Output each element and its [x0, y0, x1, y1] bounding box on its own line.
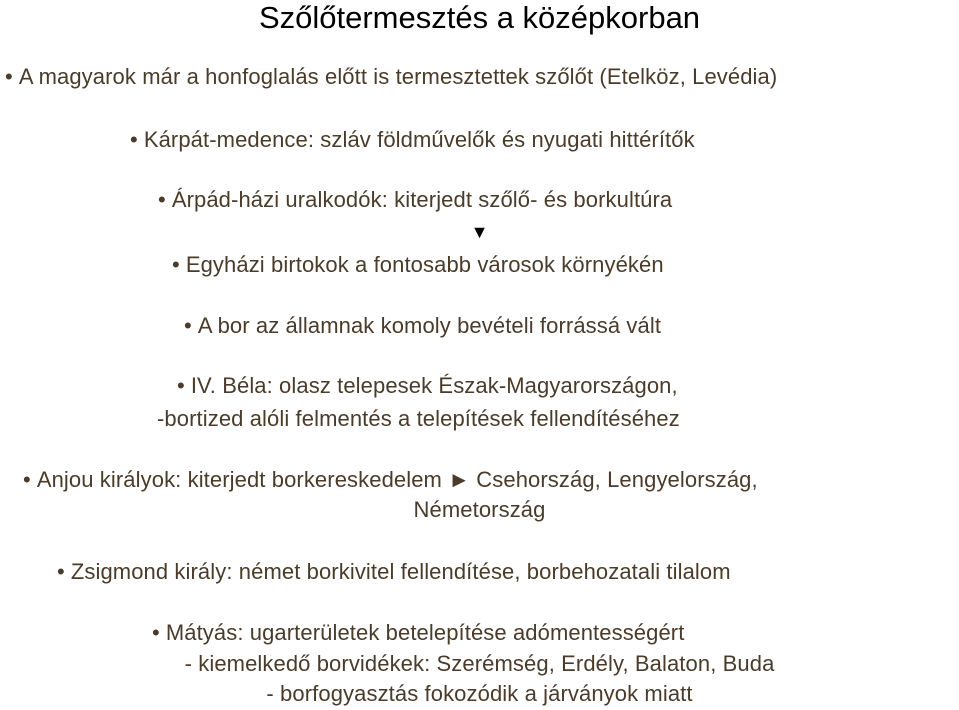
bullet-text: Mátyás: ugarterületek betelepítése adómentességért — [165, 620, 685, 645]
bullet-item-arpad-hazi — [158, 189, 672, 211]
bullet-text: Kárpát-medence: szláv földművelők és nyugati hittérítők — [143, 127, 695, 152]
bullet-icon: • — [5, 64, 13, 89]
bullet-icon: • — [172, 252, 180, 277]
bullet-item-karpat-medence — [130, 129, 695, 151]
bullet-item-iv-bela — [177, 375, 678, 397]
bullet-icon: • — [57, 559, 65, 584]
page-title: Szőlőtermesztés a középkorban — [258, 0, 701, 35]
bullet-text: Zsigmond király: német borkivitel fellendítése, borbehozatali tilalom — [70, 559, 731, 584]
bullet-item-matyas — [152, 622, 684, 644]
sub-line-nemetorszag: Németország — [413, 497, 546, 522]
bullet-icon: • — [152, 620, 160, 645]
bullet-text: Árpád-házi uralkodók: kiterjedt szőlő- és borkultúra — [171, 187, 673, 212]
sub-line-bortized: -bortized alóli felmentés a telepítések fellendítéséhez — [157, 406, 680, 431]
bullet-item-anjou — [23, 469, 758, 491]
bullet-icon: • — [158, 187, 166, 212]
bullet-icon: • — [177, 373, 185, 398]
bullet-text: A magyarok már a honfoglalás előtt is termesztettek szőlőt (Etelköz, Levédia) — [18, 64, 778, 89]
bullet-item-zsigmond — [57, 561, 731, 583]
bullet-item-bor-bevetel — [184, 315, 661, 337]
down-arrow-icon: ▼ — [470, 222, 489, 242]
bullet-text: A bor az államnak komoly bevételi forrássá vált — [197, 313, 662, 338]
bullet-icon: • — [184, 313, 192, 338]
sub-line-borfogyasztas: - borfogyasztás fokozódik a járványok miatt — [266, 681, 693, 706]
bullet-text: Egyházi birtokok a fontosabb városok környékén — [185, 252, 664, 277]
sub-line-borvidekek: - kiemelkedő borvidékek: Szerémség, Erdély, Balaton, Buda — [184, 651, 775, 676]
bullet-item-egyhazi-birtokok — [172, 254, 664, 276]
bullet-text: Anjou királyok: kiterjedt borkereskedelem ► Csehország, Lengyelország, — [36, 467, 758, 492]
bullet-icon: • — [23, 467, 31, 492]
bullet-icon: • — [130, 127, 138, 152]
bullet-text: IV. Béla: olasz telepesek Észak-Magyarországon, — [190, 373, 678, 398]
bullet-item-honfoglalas — [5, 66, 777, 88]
